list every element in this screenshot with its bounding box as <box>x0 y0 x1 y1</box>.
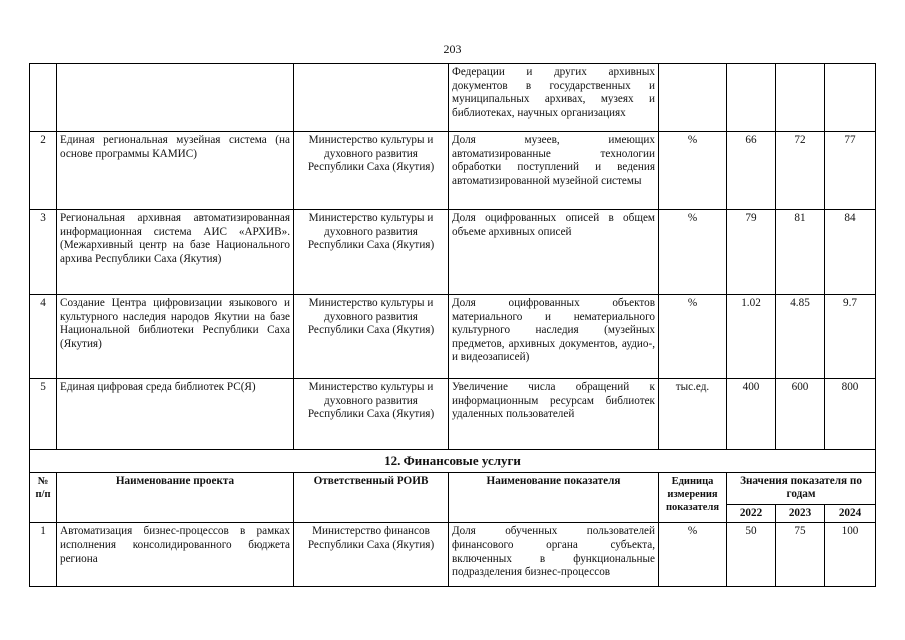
unit <box>659 64 727 132</box>
project-name: Единая региональная музейная система (на основе программы КАМИС) <box>57 132 294 210</box>
responsible-roiv: Министерство культуры и духовного развития Республики Саха (Якутия) <box>294 379 449 450</box>
section-title: 12. Финансовые услуги <box>30 450 876 473</box>
value-2024 <box>825 64 876 132</box>
unit: % <box>659 295 727 379</box>
indicator-name: Федерации и других архивных документов в государственных и муниципальных архивах, музеях и библиотеках, научных организациях <box>449 64 659 132</box>
value-2023: 4.85 <box>776 295 825 379</box>
header-indicator: Наименование показателя <box>449 472 659 523</box>
table-row <box>30 379 876 450</box>
project-name: Автоматизация бизнес-процессов в рамках исполнения консолидированного бюджета региона <box>57 523 294 587</box>
value-2023 <box>776 64 825 132</box>
indicator-name: Доля обученных пользователей финансового органа субъекта, включенных в функциональные подразделения бизнес-процессов <box>449 523 659 587</box>
value-2022: 66 <box>727 132 776 210</box>
section-block <box>30 450 876 523</box>
value-2024: 100 <box>825 523 876 587</box>
header-num: № п/п <box>30 472 57 523</box>
row-number: 3 <box>30 210 57 295</box>
value-2024: 77 <box>825 132 876 210</box>
table-row <box>30 210 876 295</box>
value-2024: 9.7 <box>825 295 876 379</box>
unit: % <box>659 210 727 295</box>
responsible-roiv: Министерство культуры и духовного развития Республики Саха (Якутия) <box>294 295 449 379</box>
value-2022: 79 <box>727 210 776 295</box>
project-name: Единая цифровая среда библиотек РС(Я) <box>57 379 294 450</box>
unit: % <box>659 132 727 210</box>
indicator-name: Доля оцифрованных объектов материального и нематериального культурного наследия (музейных предметов, архивных документов, аудио-, и видеозаписей) <box>449 295 659 379</box>
table-body-bottom <box>30 523 876 587</box>
project-table <box>29 63 876 587</box>
indicator-name: Доля оцифрованных описей в общем объеме архивных описей <box>449 210 659 295</box>
project-name <box>57 64 294 132</box>
value-2023: 600 <box>776 379 825 450</box>
header-row <box>30 472 876 504</box>
header-project: Наименование проекта <box>57 472 294 523</box>
responsible-roiv: Министерство культуры и духовного развития Республики Саха (Якутия) <box>294 132 449 210</box>
project-name: Создание Центра цифровизации языкового и культурного наследия народов Якутии на базе Национальной библиотеки Республики Саха (Якутия) <box>57 295 294 379</box>
value-2023: 75 <box>776 523 825 587</box>
value-2023: 72 <box>776 132 825 210</box>
project-name: Региональная архивная автоматизированная информационная система АИС «АРХИВ». (Межархивный центр на базе Национального архива Республики Саха (Якутия) <box>57 210 294 295</box>
unit: тыс.ед. <box>659 379 727 450</box>
header-roiv: Ответственный РОИВ <box>294 472 449 523</box>
header-unit: Единица измерения показателя <box>659 472 727 523</box>
responsible-roiv <box>294 64 449 132</box>
value-2023: 81 <box>776 210 825 295</box>
header-year-2022: 2022 <box>727 504 776 523</box>
table-row <box>30 64 876 132</box>
indicator-name: Доля музеев, имеющих автоматизированные технологии обработки поступлений и ведения автоматизированной музейной системы <box>449 132 659 210</box>
row-number: 1 <box>30 523 57 587</box>
page-number: 203 <box>443 42 462 56</box>
table-body-top <box>30 64 876 450</box>
value-2022: 50 <box>727 523 776 587</box>
value-2022: 1.02 <box>727 295 776 379</box>
table-row <box>30 295 876 379</box>
table-row <box>30 132 876 210</box>
value-2024: 800 <box>825 379 876 450</box>
indicator-name: Увеличение числа обращений к информационным ресурсам библиотек удаленных пользователей <box>449 379 659 450</box>
value-2022: 400 <box>727 379 776 450</box>
row-number: 5 <box>30 379 57 450</box>
value-2024: 84 <box>825 210 876 295</box>
unit: % <box>659 523 727 587</box>
header-values: Значения показателя по годам <box>727 472 876 504</box>
row-number: 2 <box>30 132 57 210</box>
responsible-roiv: Министерство культуры и духовного развития Республики Саха (Якутия) <box>294 210 449 295</box>
responsible-roiv: Министерство финансов Республики Саха (Якутия) <box>294 523 449 587</box>
section-row <box>30 450 876 473</box>
row-number: 4 <box>30 295 57 379</box>
header-year-2024: 2024 <box>825 504 876 523</box>
value-2022 <box>727 64 776 132</box>
table-row <box>30 523 876 587</box>
header-year-2023: 2023 <box>776 504 825 523</box>
row-number <box>30 64 57 132</box>
